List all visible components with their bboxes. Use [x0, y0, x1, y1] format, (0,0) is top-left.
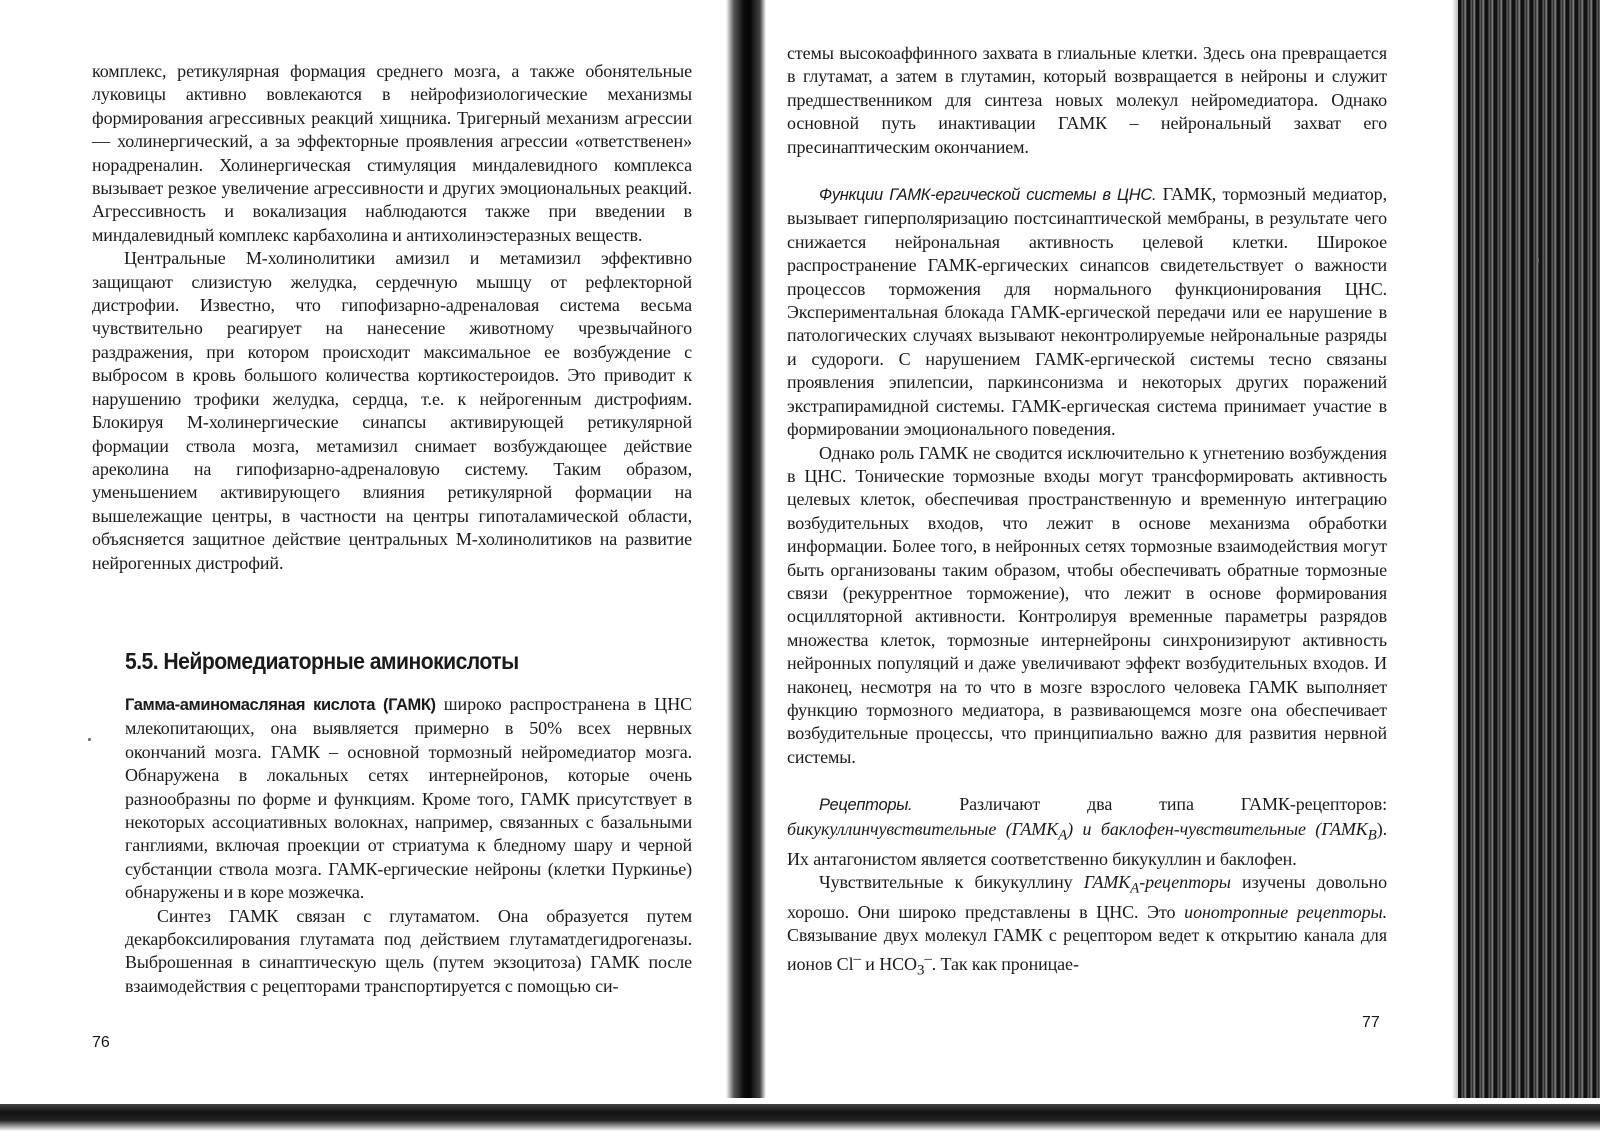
gabaa-text-5: . Так как проницае-: [931, 953, 1079, 974]
left-text-column-top: [92, 60, 692, 575]
receptors-run-in-heading: Рецепторы.: [819, 796, 913, 815]
page-number-left: 76: [92, 1034, 110, 1051]
scan-speck-right: [1537, 258, 1539, 263]
left-page: [0, 0, 735, 1131]
gaba-run-in-heading: Гамма-аминомасляная кислота (ГАМК): [125, 696, 436, 714]
section-heading: 5.5. Нейромедиаторные аминокислоты: [125, 648, 519, 674]
gabaa-text-3: Связывание двух молекул ГАМК с рецептором ведет к открытию канала для ионов Cl: [787, 925, 1387, 974]
chloride-charge: –: [853, 950, 861, 967]
paragraph-aggression: комплекс, ретикулярная формация среднего мозга, а также обонятельные луковицы активно вовлекаются в нейрофизиологические механизмы формирования агрессивных реакций хищника. Тригерный механизм агрессии — холинергический, а за эффекторные проявления агрессии «ответственен» норадреналин. Холинергическая стимуляция миндалевидного комплекса вызывает резкое увеличение агрессивности и других эмоциональных реакций. Агрессивность и вокализация наблюдаются также при введении в миндалевидный комплекс карбахолина и антихолинэстеразных веществ.: [92, 61, 692, 245]
paragraph-gaba-reuptake: стемы высокоаффинного захвата в глиальные клетки. Здесь она превращается в глутамат, а затем в глутамин, который возвращается в нейроны и служит предшественником для синтеза новых молекул нейромедиатора. Однако основной путь инактивации ГАМК – нейрональный захват его пресинаптическим окончанием.: [787, 43, 1387, 157]
gabaa-text-2: изучены довольно хорошо. Они широко представлены в ЦНС. Это: [787, 872, 1387, 922]
scan-speck: [88, 738, 91, 741]
receptors-text: Различают два типа ГАМК-рецепторов:: [912, 794, 1387, 815]
functions-run-in-heading: Функции ГАМК-ергической системы в ЦНС.: [819, 186, 1157, 205]
paragraph-gabaa-receptors: [787, 871, 1387, 983]
gaba-intro-text: широко распространена в ЦНС млекопитающих, она выявляется примерно в 50% всех нервных окончаний мозга. ГАМК – основной тормозный нейромедиатор мозга. Обнаружена в локальных сетях интернейронов, которые очень разнообразны по форме и функциям. Кроме того, ГАМК присутствует в некоторых ассоциативных волокнах, например, связанных с базальными ганглиями, включая проекции от стриатума к бледному шару и черной субстанции ствола мозга. ГАМК-ергические нейроны (клетки Пуркинье) обнаружены и в коре мозжечка.: [125, 694, 692, 903]
gabaa-text-4: и HCO: [860, 953, 917, 974]
bicarbonate-charge: –: [924, 950, 932, 967]
gabaa-term: ГАМК: [1083, 872, 1131, 892]
receptor-subscript-b: B: [1367, 827, 1377, 844]
bicarbonate-subscript: 3: [916, 962, 925, 979]
receptor-and: ) и: [1067, 818, 1101, 839]
functions-text: ГАМК, тормозный медиатор, вызывает гиперполяризацию постсинаптической мембраны, в результате чего снижается нейрональная активность целевой клетки. Широкое распространение ГАМК-ергических синапсов свидетельствует о важности процессов торможения для нормального функционирования ЦНС. Экспериментальная блокада ГАМК-ергической передачи или ее нарушение в патологических случаях вызывают неконтролируемые нейрональные разряды и судороги. С нарушением ГАМК-ергической системы тесно связаны проявления эпилепсии, паркинсонизма и некоторых других поражений экстрапирамидной системы. ГАМК-ергическая система принимает участие в формировании эмоционального поведения.: [787, 184, 1387, 440]
receptors-text-end: ). Их антагонистом является соответственно бикукуллин и баклофен.: [787, 818, 1387, 869]
page-number-right: 77: [1362, 1014, 1380, 1031]
ionotropic-term: ионотропные рецепторы.: [1184, 902, 1387, 922]
receptor-type-b: баклофен-чувствительные (ГАМК: [1100, 818, 1368, 839]
paragraph-gaba-functions: [787, 183, 1387, 441]
paragraph-m-cholinolytics: Центральные М-холинолитики амизил и метамизил эффективно защищают слизистую желудка, сердечную мышцу от рефлекторной дистрофии. Известно, что гипофизарно-адреналовая система весьма чувствительно реагирует на нанесение животному чрезвычайного раздражения, при котором происходит максимальное ее возбуждение с выбросом в кровь большого количества кортикостероидов. Это приводит к нарушению трофики желудка, сердца, т.е. к нейрогенным дистрофиям. Блокируя М-холинергические синапсы активирующей ретикулярной формации ствола мозга, метамизил снимает возбуждающее действие ареколина на гипофизарно-адреналовую систему. Таким образом, уменьшением активирующего влияния ретикулярной формации на вышележащие центры, в частности на центры гипоталамической области, объясняется защитное действие центральных М-холинолитиков на развитие нейрогенных дистрофий.: [92, 248, 692, 573]
gabaa-text-1: Чувствительные к бикукуллину: [819, 872, 1084, 892]
left-text-column-bottom: [125, 648, 692, 998]
paragraph-receptors: [787, 793, 1387, 871]
receptor-subscript-a: A: [1058, 827, 1068, 844]
gabaa-term-suffix: -рецепторы: [1139, 872, 1231, 892]
paragraph-gaba-intro: [125, 693, 692, 905]
right-text-column: [787, 42, 1387, 983]
gabaa-subscript: A: [1130, 880, 1140, 897]
paragraph-gaba-synthesis: Синтез ГАМК связан с глутаматом. Она образуется путем декарбоксилирования глутамата под действием глутаматдегидрогеназы. Выброшенная в синаптическую щель (путем экзоцитоза) ГАМК после взаимодействия с рецепторами транспортируется с помощью си-: [125, 905, 692, 996]
receptor-type-a: бикукуллинчувствительные (ГАМК: [787, 818, 1059, 839]
paragraph-gaba-role: Однако роль ГАМК не сводится исключительно к угнетению возбуждения в ЦНС. Тонические тормозные входы могут трансформировать активность целевых клеток, обеспечивая пространственную и временную интеграцию возбудительных входов, что лежит в основе механизма обработки информации. Более того, в нейронных сетях тормозные взаимодействия могут быть организованы таким образом, чтобы обеспечивать обратные тормозные связи (рекуррентное торможение), что лежит в основе формирования осцилляторной активности. Контролируя временные параметры разрядов множества клеток, тормозные интернейроны синхронизируют активность нейронных популяций и даже увеличивают эффект возбудительных входов. И наконец, несмотря на то что в мозге взрослого человека ГАМК выполняет функцию тормозного медиатора, в развивающемся мозге она обеспечивает возбудительные процессы, что принципиально важно для развития нервной системы.: [787, 442, 1387, 767]
